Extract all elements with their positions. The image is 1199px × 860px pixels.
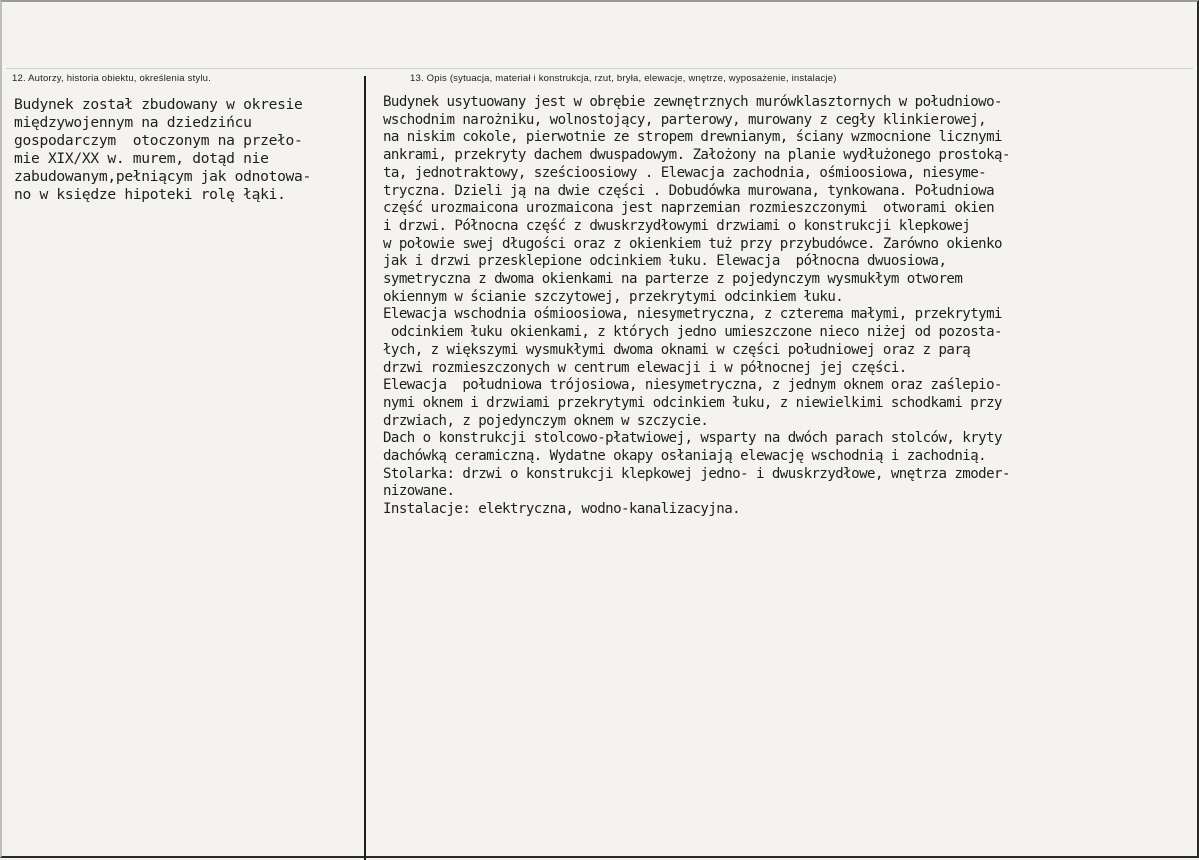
section-12-header: 12. Autorzy, historia obiektu, określenia stylu. bbox=[12, 73, 211, 84]
history-text: Budynek został zbudowany w okresie międzywojennym na dziedzińcu gospodarczym otoczonym na przeło- mie XIX/XX w. murem, dotąd nie zabudowanym,pełniącym jak odnotowa- no w księdze hipoteki rolę łąki. bbox=[14, 96, 312, 203]
description-text: Budynek usytuowany jest w obrębie zewnętrznych murówklasztornych w południowo- wschodnim narożniku, wolnostojący, parterowy, murowany z cegły klinkierowej, na niskim cokole, pierwotnie ze stropem drewnianym, ściany wzmocnione licznymi ankrami, przekryty dachem dwuspadowym. Założony na planie wydłużonego prostoką- ta, jednotraktowy, sześcioosiowy . Elewacja zachodnia, ośmioosiowa, niesyme- tryczna. Dzieli ją na dwie części . Dobudówka murowana, tynkowana. Południowa część urozmaicona urozmaicona jest naprzemian rozmieszczonymi otworami okien i drzwi. Północna część z dwuskrzydłowymi drzwiami o konstrukcji klepkowej w połowie swej długości oraz z okienkiem tuż przy przybudówce. Zarówno okienko jak i drzwi przesklepione odcinkiem łuku. Elewacja północna dwuosiowa, symetryczna z dwoma okienkami na parterze z pojedynczym wysmukłym otworem okiennym w ścianie szczytowej, przekrytymi odcinkiem łuku. Elewacja wschodnia ośmioosiowa, niesymetryczna, z czterema małymi, przekrytymi odcinkiem łuku okienkami, z których jedno umieszczone nieco niżej od pozosta- łych, z większymi wysmukłymi dwoma oknami w części południowej oraz z parą drzwi rozmieszczonych w centrum elewacji i w północnej jej części. Elewacja południowa trójosiowa, niesymetryczna, z jednym oknem oraz zaślepio- nymi oknem i drzwiami przekrytymi odcinkiem łuku, z niewielkimi schodkami przy drzwiach, z pojedynczym oknem w szczycie. Dach o konstrukcji stolcowo-płatwiowej, wsparty na dwóch parach stolców, kryty dachówką ceramiczną. Wydatne okapy osłaniają elewację wschodnią i zachodnią. Stolarka: drzwi o konstrukcji klepkowej jedno- i dwuskrzydłowe, wnętrza zmoder- nizowane. Instalacje: elektryczna, wodno-kanalizacyjna. bbox=[383, 94, 1010, 518]
column-divider bbox=[364, 76, 366, 860]
section-13-header: 13. Opis (sytuacja, materiał i konstrukcja, rzut, bryła, elewacje, wnętrze, wyposażenie, instalacje) bbox=[410, 73, 837, 84]
header-rule bbox=[6, 68, 1193, 69]
